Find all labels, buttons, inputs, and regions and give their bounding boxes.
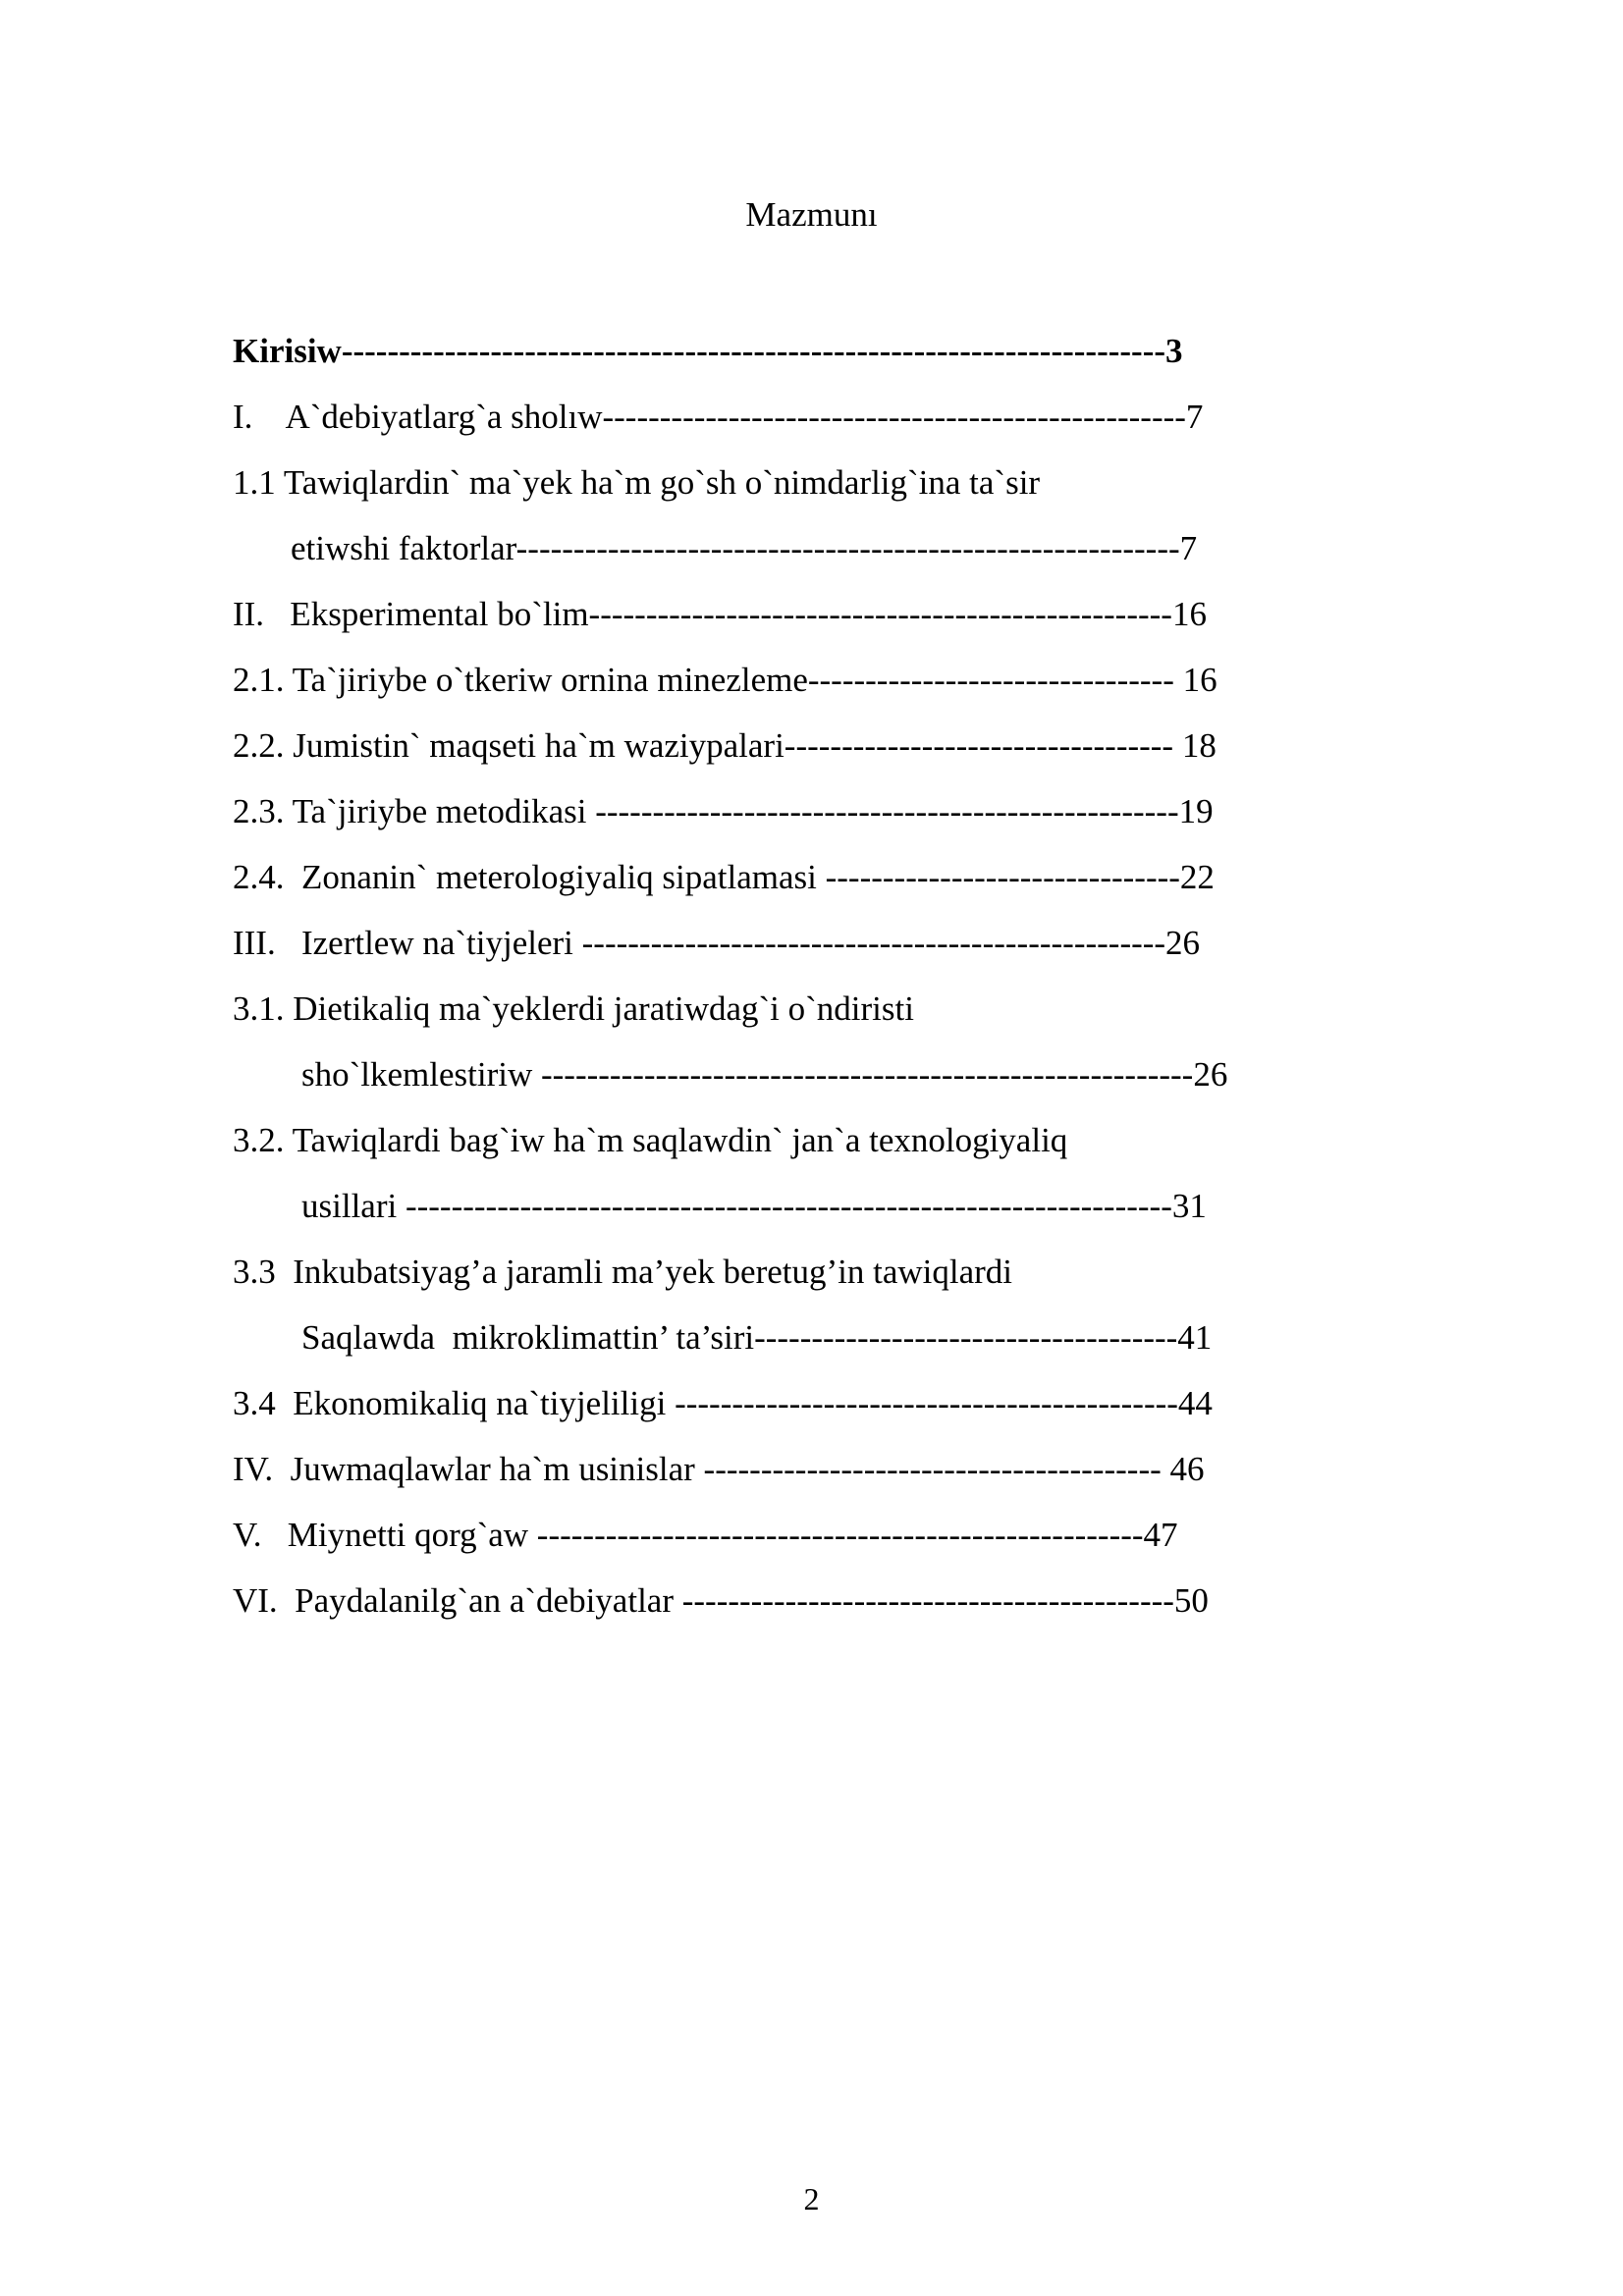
toc-entry-2-1: 2.1. Ta`jiriybe o`tkeriw ornina minezleme-------------------------------- 16 — [233, 661, 1217, 699]
toc-entry-1-1-cont: etiwshi faktorlar----------------------------------------------------------7 — [291, 529, 1198, 567]
toc-entry-3-4: 3.4 Ekonomikaliq na`tiyjeliligi --------------------------------------------44 — [233, 1384, 1213, 1422]
toc-entry-2-3: 2.3. Ta`jiriybe metodikasi ---------------------------------------------------19 — [233, 792, 1214, 830]
toc-entry-1-1: 1.1 Tawiqlardin` ma`yek ha`m go`sh o`nimdarlig`ina ta`sir — [233, 463, 1041, 502]
toc-entry-3-1: 3.1. Dietikaliq ma`yeklerdi jaratiwdag`i o`ndiristi — [233, 989, 914, 1028]
toc-entry-section-2: II. Eksperimental bo`lim---------------------------------------------------16 — [233, 595, 1207, 633]
toc-entry-section-4: IV. Juwmaqlawlar ha`m usinislar ---------------------------------------- 46 — [233, 1450, 1205, 1488]
toc-entry-3-3: 3.3 Inkubatsiyag’a jaramli ma’yek beretug’in tawiqlardi — [233, 1253, 1013, 1291]
toc-entry-section-6: VI. Paydalanilg`an a`debiyatlar -------------------------------------------50 — [233, 1581, 1209, 1620]
toc-entry-2-2: 2.2. Jumistin` maqseti ha`m waziypalari---------------------------------- 18 — [233, 726, 1217, 765]
toc-entry-section-5: V. Miynetti qorg`aw -----------------------------------------------------47 — [233, 1516, 1178, 1554]
toc-entry-3-3-cont: Saqlawda mikroklimattin’ ta’siri-------------------------------------41 — [301, 1318, 1213, 1357]
toc-entry-2-4: 2.4. Zonanin` meterologiyaliq sipatlamasi -------------------------------22 — [233, 858, 1215, 896]
toc-entry-kirisiw: Kirisiw------------------------------------------------------------------------3 — [233, 332, 1183, 370]
page-title: Mazmunı — [745, 195, 878, 234]
toc-entry-section-1: I. A`debiyatlarg`a sholıw---------------------------------------------------7 — [233, 398, 1204, 436]
toc-entry-3-1-cont: sho`lkemlestiriw ---------------------------------------------------------26 — [301, 1055, 1228, 1094]
toc-entry-3-2: 3.2. Tawiqlardi bag`iw ha`m saqlawdin` jan`a texnologiyaliq — [233, 1121, 1068, 1159]
toc-entry-3-2-cont: usillari -------------------------------------------------------------------31 — [301, 1187, 1207, 1225]
page-number: 2 — [803, 2181, 820, 2216]
toc-entry-section-3: III. Izertlew na`tiyjeleri ---------------------------------------------------26 — [233, 924, 1201, 962]
